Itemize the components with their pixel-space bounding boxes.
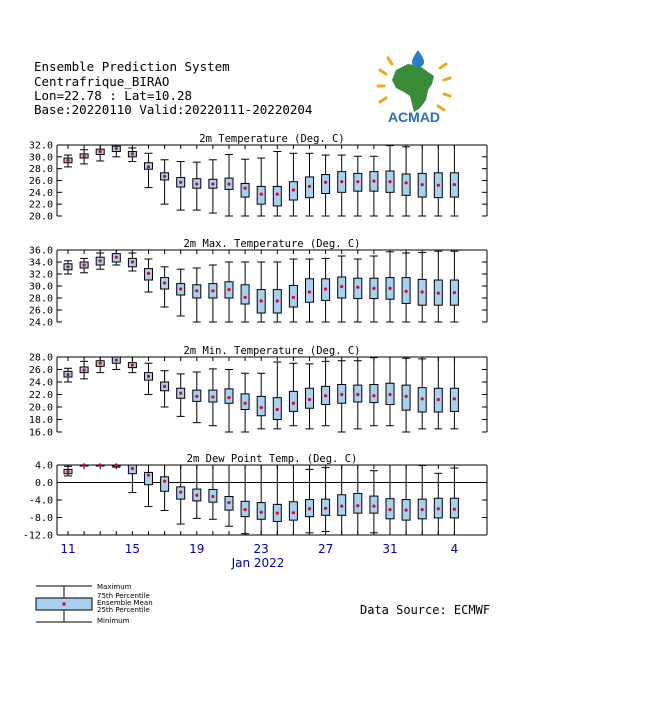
mean-dot: [388, 393, 391, 396]
y-tick-label: 22.0: [28, 390, 53, 401]
mean-dot: [115, 463, 118, 466]
mean-dot: [179, 287, 182, 290]
mean-dot: [405, 181, 408, 184]
iqr-box: [322, 175, 330, 194]
mean-dot: [453, 508, 456, 511]
mean-dot: [147, 473, 150, 476]
mean-dot: [453, 291, 456, 294]
mean-dot: [276, 408, 279, 411]
mean-dot: [372, 179, 375, 182]
panel-3: [29, 345, 487, 439]
mean-dot: [115, 147, 118, 150]
mean-dot: [372, 287, 375, 290]
y-tick-label: 30.0: [28, 152, 53, 164]
mean-dot: [405, 395, 408, 398]
x-day-label: 11: [60, 542, 76, 556]
y-tick-label: 26.0: [28, 365, 53, 376]
mean-dot: [66, 470, 69, 473]
mean-dot: [195, 182, 198, 185]
mean-dot: [99, 463, 102, 466]
mean-dot: [308, 507, 311, 510]
mean-dot: [131, 260, 134, 263]
mean-dot: [340, 180, 343, 183]
mean-dot: [340, 393, 343, 396]
y-tick-label: 24.0: [28, 187, 53, 199]
mean-dot: [131, 152, 134, 155]
panel-title: 2m Dew Point Temp. (Deg. C): [186, 453, 358, 465]
iqr-box: [241, 183, 249, 197]
panel-title: 2m Min. Temperature (Deg. C): [183, 345, 361, 357]
y-tick-label: 18.0: [28, 415, 53, 426]
panel-title: 2m Max. Temperature (Deg. C): [183, 238, 361, 250]
mean-dot: [163, 385, 166, 388]
y-tick-label: 24.0: [28, 317, 53, 329]
y-tick-label: 16.0: [28, 427, 53, 439]
mean-dot: [437, 507, 440, 510]
mean-dot: [260, 511, 263, 514]
mean-dot: [99, 259, 102, 262]
y-tick-label: -8.0: [28, 513, 53, 524]
mean-dot: [211, 289, 214, 292]
y-tick-label: -12.0: [22, 530, 53, 542]
mean-dot: [115, 359, 118, 362]
mean-dot: [421, 290, 424, 293]
mean-dot: [260, 406, 263, 409]
mean-dot: [437, 184, 440, 187]
mean-dot: [324, 394, 327, 397]
mean-dot: [227, 288, 230, 291]
x-day-label: 15: [124, 542, 141, 556]
mean-dot: [147, 375, 150, 378]
mean-dot: [405, 508, 408, 511]
acmad-logo-text: ACMAD: [387, 109, 441, 125]
iqr-box: [370, 385, 378, 403]
mean-dot: [292, 402, 295, 405]
mean-dot: [453, 397, 456, 400]
mean-dot: [179, 181, 182, 184]
mean-dot: [66, 265, 69, 268]
y-tick-label: 20.0: [28, 211, 53, 223]
mean-dot: [421, 183, 424, 186]
mean-dot: [260, 193, 263, 196]
panel-1: [29, 133, 487, 223]
y-tick-label: 26.0: [28, 305, 53, 317]
legend-label-p75: 75th Percentile: [97, 592, 150, 600]
mean-dot: [372, 394, 375, 397]
y-tick-label: 32.0: [28, 269, 53, 281]
x-day-label: 23: [253, 542, 269, 556]
mean-dot: [308, 398, 311, 401]
mean-dot: [163, 281, 166, 284]
mean-dot: [131, 364, 134, 367]
mean-dot: [83, 155, 86, 158]
mean-dot: [453, 183, 456, 186]
mean-dot: [388, 508, 391, 511]
iqr-box: [289, 391, 297, 411]
y-tick-label: 32.0: [28, 140, 53, 152]
mean-dot: [244, 508, 247, 511]
mean-dot: [356, 180, 359, 183]
mean-dot: [356, 393, 359, 396]
mean-dot: [211, 495, 214, 498]
mean-dot: [276, 512, 279, 515]
data-source-label: Data Source: ECMWF: [360, 603, 491, 617]
mean-dot: [356, 286, 359, 289]
mean-dot: [99, 150, 102, 153]
y-tick-label: 28.0: [28, 293, 53, 305]
header-line-4: Base:20220110 Valid:20220111-20220204: [34, 102, 313, 117]
legend-label-maximum: Maximum: [97, 583, 132, 591]
mean-dot: [260, 299, 263, 302]
mean-dot: [195, 494, 198, 497]
mean-dot: [372, 505, 375, 508]
mean-dot: [421, 397, 424, 400]
mean-dot: [308, 185, 311, 188]
y-tick-label: -4.0: [28, 495, 53, 507]
mean-dot: [99, 362, 102, 365]
mean-dot: [211, 395, 214, 398]
y-tick-label: 22.0: [28, 199, 53, 211]
mean-dot: [244, 296, 247, 299]
panel-2: [29, 238, 487, 329]
iqr-box: [402, 174, 410, 195]
iqr-box: [289, 502, 297, 520]
mean-dot: [179, 392, 182, 395]
y-tick-label: 36.0: [28, 245, 53, 257]
mean-dot: [244, 187, 247, 190]
y-tick-label: 30.0: [28, 281, 53, 293]
iqr-box: [241, 285, 249, 304]
y-tick-label: 34.0: [28, 257, 53, 269]
mean-dot: [244, 402, 247, 405]
mean-dot: [388, 180, 391, 183]
x-day-label: 19: [189, 542, 205, 556]
mean-dot: [83, 369, 86, 372]
mean-dot: [356, 504, 359, 507]
mean-dot: [211, 182, 214, 185]
mean-dot: [179, 491, 182, 494]
y-tick-label: 20.0: [28, 402, 53, 414]
mean-dot: [227, 182, 230, 185]
x-day-label: 4: [450, 542, 459, 556]
header-line-2: Centrafrique_BIRAO: [34, 74, 170, 89]
legend-mean-dot: [62, 602, 65, 605]
legend: [36, 583, 153, 625]
mean-dot: [227, 396, 230, 399]
mean-dot: [195, 289, 198, 292]
mean-dot: [115, 256, 118, 259]
mean-dot: [66, 159, 69, 162]
legend-label-minimum: Minimum: [97, 617, 130, 625]
mean-dot: [195, 395, 198, 398]
mean-dot: [292, 511, 295, 514]
x-day-label: 31: [382, 542, 398, 556]
mean-dot: [340, 285, 343, 288]
y-tick-label: 28.0: [28, 352, 53, 364]
iqr-box: [161, 477, 169, 491]
y-tick-label: 4.0: [34, 460, 53, 472]
mean-dot: [147, 272, 150, 275]
y-tick-label: 24.0: [28, 377, 53, 389]
mean-dot: [292, 188, 295, 191]
mean-dot: [437, 398, 440, 401]
header-line-1: Ensemble Prediction System: [34, 59, 230, 74]
mean-dot: [163, 175, 166, 178]
x-day-label: 27: [317, 542, 334, 556]
mean-dot: [83, 263, 86, 266]
mean-dot: [324, 507, 327, 510]
mean-dot: [324, 287, 327, 290]
y-tick-label: 26.0: [28, 176, 53, 187]
header-line-3: Lon=22.78 : Lat=10.28: [34, 88, 193, 103]
mean-dot: [66, 373, 69, 376]
legend-label-p25: 25th Percentile: [97, 606, 150, 614]
mean-dot: [405, 290, 408, 293]
iqr-box: [273, 186, 281, 206]
iqr-box: [354, 493, 362, 513]
y-tick-label: 0.0: [34, 478, 53, 489]
mean-dot: [324, 181, 327, 184]
y-tick-label: 28.0: [28, 164, 53, 176]
mean-dot: [292, 296, 295, 299]
mean-dot: [276, 299, 279, 302]
mean-dot: [163, 480, 166, 483]
mean-dot: [227, 501, 230, 504]
panel-title: 2m Temperature (Deg. C): [199, 133, 345, 145]
mean-dot: [421, 508, 424, 511]
legend-label-mean: Ensemble Mean: [97, 599, 153, 607]
mean-dot: [437, 292, 440, 295]
mean-dot: [388, 287, 391, 290]
panel-4: [23, 453, 487, 542]
mean-dot: [147, 165, 150, 168]
mean-dot: [131, 467, 134, 470]
mean-dot: [83, 463, 86, 466]
mean-dot: [308, 290, 311, 293]
x-month-label: Jan 2022: [231, 556, 285, 570]
mean-dot: [276, 193, 279, 196]
mean-dot: [340, 505, 343, 508]
